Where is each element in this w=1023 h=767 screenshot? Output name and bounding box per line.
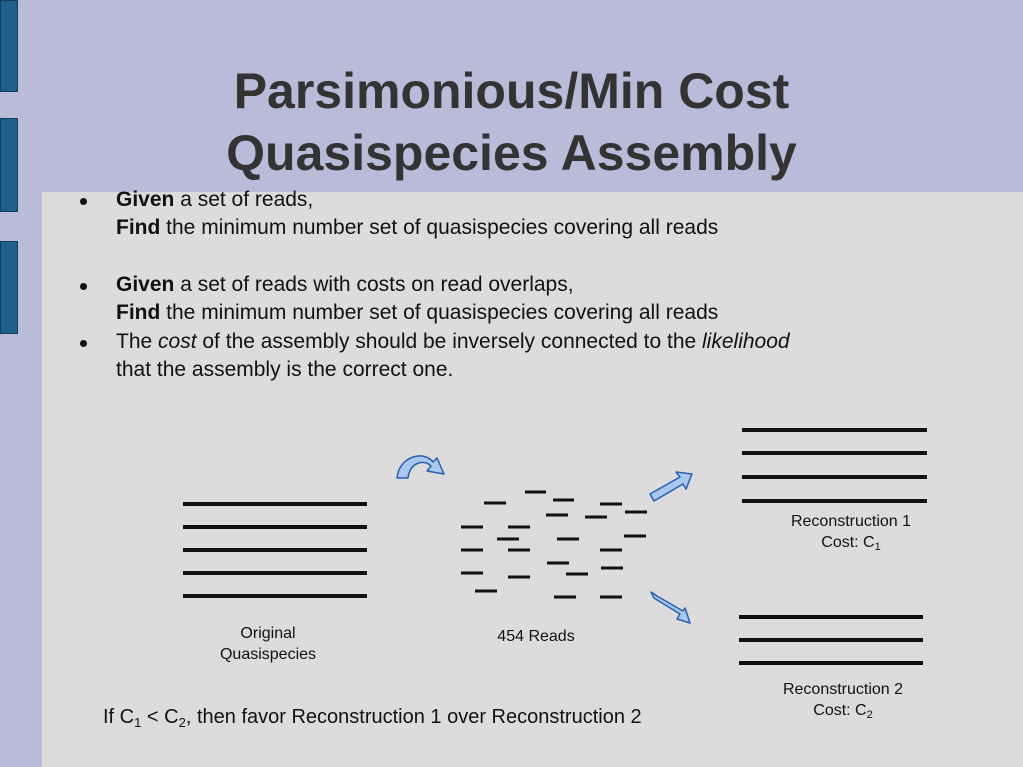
bullet-2-given: Given bbox=[116, 273, 175, 296]
reconstruction-1-label bbox=[771, 511, 931, 553]
original-quasispecies-label bbox=[208, 623, 328, 665]
bullet-3-cost: cost bbox=[158, 330, 197, 353]
original-label-line-2: Quasispecies bbox=[219, 646, 317, 663]
bullet-3-mid: of the assembly should be inversely connected to the bbox=[196, 330, 703, 353]
reconstruction-2-cost-sub: 2 bbox=[866, 709, 873, 721]
reconstruction-2-cost bbox=[763, 700, 923, 721]
bullet-2-find-text: the minimum number set of quasispecies covering all reads bbox=[160, 301, 719, 324]
reconstruction-1-title: Reconstruction 1 bbox=[790, 513, 912, 530]
bullet-1-given: Given bbox=[116, 188, 175, 211]
reconstruction-1-lines bbox=[742, 430, 927, 501]
bullet-1-given-text: a set of reads, bbox=[174, 188, 314, 211]
bullet-3-pre: The bbox=[116, 330, 159, 353]
reconstruction-1-cost-sub: 1 bbox=[874, 541, 881, 553]
conclusion-part-3: , then favor Reconstruction 1 over Reconstruction 2 bbox=[185, 706, 642, 728]
bullet-2-given-text: a set of reads with costs on read overlaps, bbox=[174, 273, 574, 296]
title-line-1: Parsimonious/Min Cost bbox=[233, 63, 790, 119]
bullet-2-find: Find bbox=[116, 301, 161, 324]
reconstruction-2-lines bbox=[739, 617, 923, 663]
reconstruction-1-cost bbox=[771, 532, 931, 553]
conclusion-sub-2: 2 bbox=[178, 715, 186, 730]
conclusion-text bbox=[103, 704, 642, 730]
curved-arrow-icon bbox=[397, 456, 444, 478]
bullet-1-find-text: the minimum number set of quasispecies covering all reads bbox=[160, 216, 719, 239]
reconstruction-2-title: Reconstruction 2 bbox=[782, 681, 904, 698]
title-line-2: Quasispecies Assembly bbox=[226, 125, 797, 181]
arrow-up-right-icon bbox=[650, 472, 692, 501]
arrow-down-right-icon bbox=[651, 592, 690, 623]
conclusion-part-2: < C bbox=[141, 706, 179, 728]
read-fragments bbox=[461, 492, 647, 597]
reads-label-text: 454 Reads bbox=[497, 628, 575, 645]
conclusion-sub-1: 1 bbox=[134, 715, 142, 730]
original-label-line-1: Original bbox=[240, 625, 296, 642]
reconstruction-2-cost-text: Cost: C bbox=[813, 702, 867, 719]
conclusion-part-1: If C bbox=[103, 706, 135, 728]
bullet-3-line-2: that the assembly is the correct one. bbox=[116, 358, 454, 381]
reconstruction-1-cost-text: Cost: C bbox=[821, 534, 875, 551]
reads-label bbox=[476, 626, 596, 647]
bullet-1-find: Find bbox=[116, 216, 161, 239]
bullet-3-likelihood: likelihood bbox=[702, 330, 790, 353]
reconstruction-2-label bbox=[763, 679, 923, 721]
original-quasispecies-lines bbox=[183, 504, 367, 596]
